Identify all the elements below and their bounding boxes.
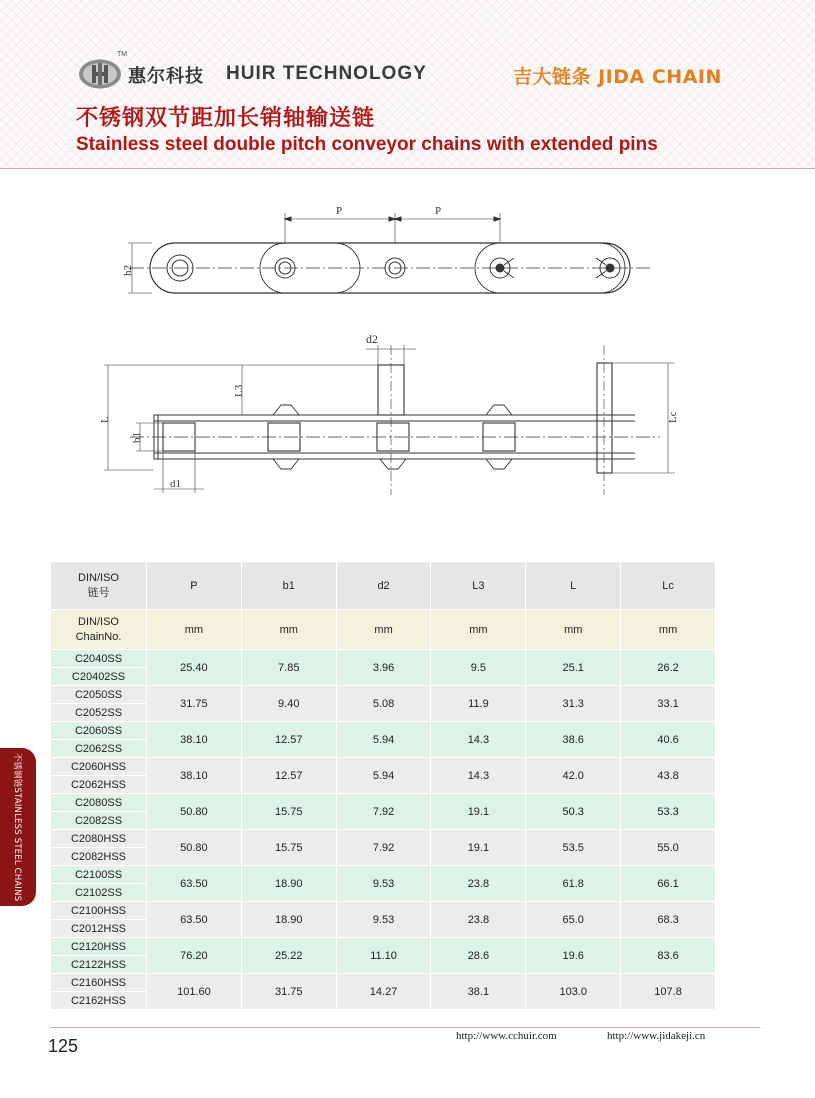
value-cell: 19.6 <box>526 938 621 974</box>
value-cell: 101.60 <box>147 974 242 1010</box>
chain-number-cell: C2082SS <box>51 812 147 830</box>
value-cell: 11.10 <box>336 938 431 974</box>
value-cell: 50.3 <box>526 794 621 830</box>
chain-number-cell: C20402SS <box>51 668 147 686</box>
value-cell: 23.8 <box>431 902 526 938</box>
unit-chain-no: DIN/ISO ChainNo. <box>51 610 147 650</box>
header-d2: d2 <box>336 562 431 610</box>
table-unit-row <box>51 610 716 650</box>
pitch-label: P <box>336 205 343 217</box>
jida-chain-brand: 吉大链条 JIDA CHAIN <box>513 66 722 88</box>
value-cell: 11.9 <box>431 686 526 722</box>
chain-number-cell: C2050SS <box>51 686 147 704</box>
chain-side-view <box>99 332 679 495</box>
value-cell: 38.1 <box>431 974 526 1010</box>
value-cell: 31.75 <box>147 686 242 722</box>
chain-number-cell: C2102SS <box>51 884 147 902</box>
value-cell: 25.40 <box>147 650 242 686</box>
chain-number-cell: C2080SS <box>51 794 147 812</box>
brand-name-en: HUIR TECHNOLOGY <box>226 63 427 84</box>
value-cell: 31.3 <box>526 686 621 722</box>
unit-lc: mm <box>621 610 716 650</box>
chain-number-cell: C2062HSS <box>51 776 147 794</box>
header-l: L <box>526 562 621 610</box>
value-cell: 107.8 <box>621 974 716 1010</box>
table-row <box>51 902 716 920</box>
value-cell: 50.80 <box>147 830 242 866</box>
chain-number-cell: C2060HSS <box>51 758 147 776</box>
value-cell: 25.22 <box>241 938 336 974</box>
d1-label: d1 <box>170 478 181 490</box>
value-cell: 83.6 <box>621 938 716 974</box>
chain-number-cell: C2082HSS <box>51 848 147 866</box>
value-cell: 38.10 <box>147 758 242 794</box>
page-title-cn: 不锈钢双节距加长销轴输送链 <box>76 106 376 131</box>
value-cell: 7.85 <box>241 650 336 686</box>
value-cell: 55.0 <box>621 830 716 866</box>
value-cell: 19.1 <box>431 830 526 866</box>
value-cell: 38.10 <box>147 722 242 758</box>
value-cell: 63.50 <box>147 902 242 938</box>
value-cell: 19.1 <box>431 794 526 830</box>
value-cell: 15.75 <box>241 794 336 830</box>
chain-number-cell: C2040SS <box>51 650 147 668</box>
chain-technical-drawing <box>90 195 710 505</box>
trademark-mark: TM <box>117 51 128 58</box>
value-cell: 18.90 <box>241 902 336 938</box>
value-cell: 9.53 <box>336 866 431 902</box>
table-row <box>51 866 716 884</box>
page-number: 125 <box>48 1036 79 1056</box>
value-cell: 65.0 <box>526 902 621 938</box>
value-cell: 3.96 <box>336 650 431 686</box>
table-header-row <box>51 562 716 610</box>
header-divider <box>0 168 815 169</box>
value-cell: 50.80 <box>147 794 242 830</box>
unit-p: mm <box>147 610 242 650</box>
value-cell: 9.5 <box>431 650 526 686</box>
value-cell: 53.3 <box>621 794 716 830</box>
value-cell: 15.75 <box>241 830 336 866</box>
value-cell: 33.1 <box>621 686 716 722</box>
spec-table <box>50 561 716 1010</box>
value-cell: 7.92 <box>336 794 431 830</box>
page-title-en: Stainless steel double pitch conveyor chains with extended pins <box>76 134 658 155</box>
value-cell: 53.5 <box>526 830 621 866</box>
value-cell: 9.40 <box>241 686 336 722</box>
value-cell: 66.1 <box>621 866 716 902</box>
footer-divider <box>50 1027 760 1028</box>
l-label: L <box>99 416 111 423</box>
header-chain-no: DIN/ISO 链号 <box>51 562 147 610</box>
header-b1: b1 <box>241 562 336 610</box>
side-tab-label: 不锈钢链STAINLESS STEEL CHAINS <box>12 752 22 902</box>
table-row <box>51 974 716 992</box>
table-row <box>51 650 716 668</box>
value-cell: 38.6 <box>526 722 621 758</box>
footer-link-cchuir[interactable]: http://www.cchuir.com <box>456 1030 557 1042</box>
value-cell: 26.2 <box>621 650 716 686</box>
value-cell: 14.27 <box>336 974 431 1010</box>
chain-number-cell: C2062SS <box>51 740 147 758</box>
d2-label: d2 <box>366 332 378 346</box>
header-p: P <box>147 562 242 610</box>
value-cell: 23.8 <box>431 866 526 902</box>
chain-number-cell: C2052SS <box>51 704 147 722</box>
table-row <box>51 830 716 848</box>
table-row <box>51 686 716 704</box>
unit-d2: mm <box>336 610 431 650</box>
table-row <box>51 938 716 956</box>
value-cell: 12.57 <box>241 758 336 794</box>
lc-label: Lc <box>667 411 679 423</box>
brand-name-cn: 惠尔科技 <box>128 66 204 87</box>
value-cell: 61.8 <box>526 866 621 902</box>
chain-number-cell: C2012HSS <box>51 920 147 938</box>
table-row <box>51 722 716 740</box>
value-cell: 14.3 <box>431 722 526 758</box>
value-cell: 63.50 <box>147 866 242 902</box>
chain-number-cell: C2080HSS <box>51 830 147 848</box>
unit-l: mm <box>526 610 621 650</box>
chain-number-cell: C2100HSS <box>51 902 147 920</box>
chain-number-cell: C2100SS <box>51 866 147 884</box>
huir-logo-icon <box>78 58 122 90</box>
value-cell: 103.0 <box>526 974 621 1010</box>
value-cell: 5.94 <box>336 722 431 758</box>
chain-number-cell: C2162HSS <box>51 992 147 1010</box>
h2-label: h2 <box>122 265 134 276</box>
value-cell: 68.3 <box>621 902 716 938</box>
header-l3: L3 <box>431 562 526 610</box>
value-cell: 43.8 <box>621 758 716 794</box>
header-lc: Lc <box>621 562 716 610</box>
value-cell: 9.53 <box>336 902 431 938</box>
unit-l3: mm <box>431 610 526 650</box>
value-cell: 76.20 <box>147 938 242 974</box>
chain-number-cell: C2060SS <box>51 722 147 740</box>
footer-link-jidakeji[interactable]: http://www.jidakeji.cn <box>607 1030 706 1042</box>
value-cell: 25.1 <box>526 650 621 686</box>
chain-number-cell: C2122HSS <box>51 956 147 974</box>
value-cell: 31.75 <box>241 974 336 1010</box>
chain-number-cell: C2120HSS <box>51 938 147 956</box>
pitch-label-2: P <box>435 205 442 217</box>
value-cell: 5.08 <box>336 686 431 722</box>
l3-label: L3 <box>233 384 245 397</box>
value-cell: 28.6 <box>431 938 526 974</box>
table-row <box>51 758 716 776</box>
side-category-tab <box>0 748 36 906</box>
value-cell: 18.90 <box>241 866 336 902</box>
unit-b1: mm <box>241 610 336 650</box>
value-cell: 42.0 <box>526 758 621 794</box>
value-cell: 14.3 <box>431 758 526 794</box>
table-row <box>51 794 716 812</box>
chain-number-cell: C2160HSS <box>51 974 147 992</box>
value-cell: 12.57 <box>241 722 336 758</box>
value-cell: 40.6 <box>621 722 716 758</box>
value-cell: 5.94 <box>336 758 431 794</box>
b1-label: b1 <box>131 432 143 443</box>
value-cell: 7.92 <box>336 830 431 866</box>
plate-top-view <box>122 205 650 293</box>
